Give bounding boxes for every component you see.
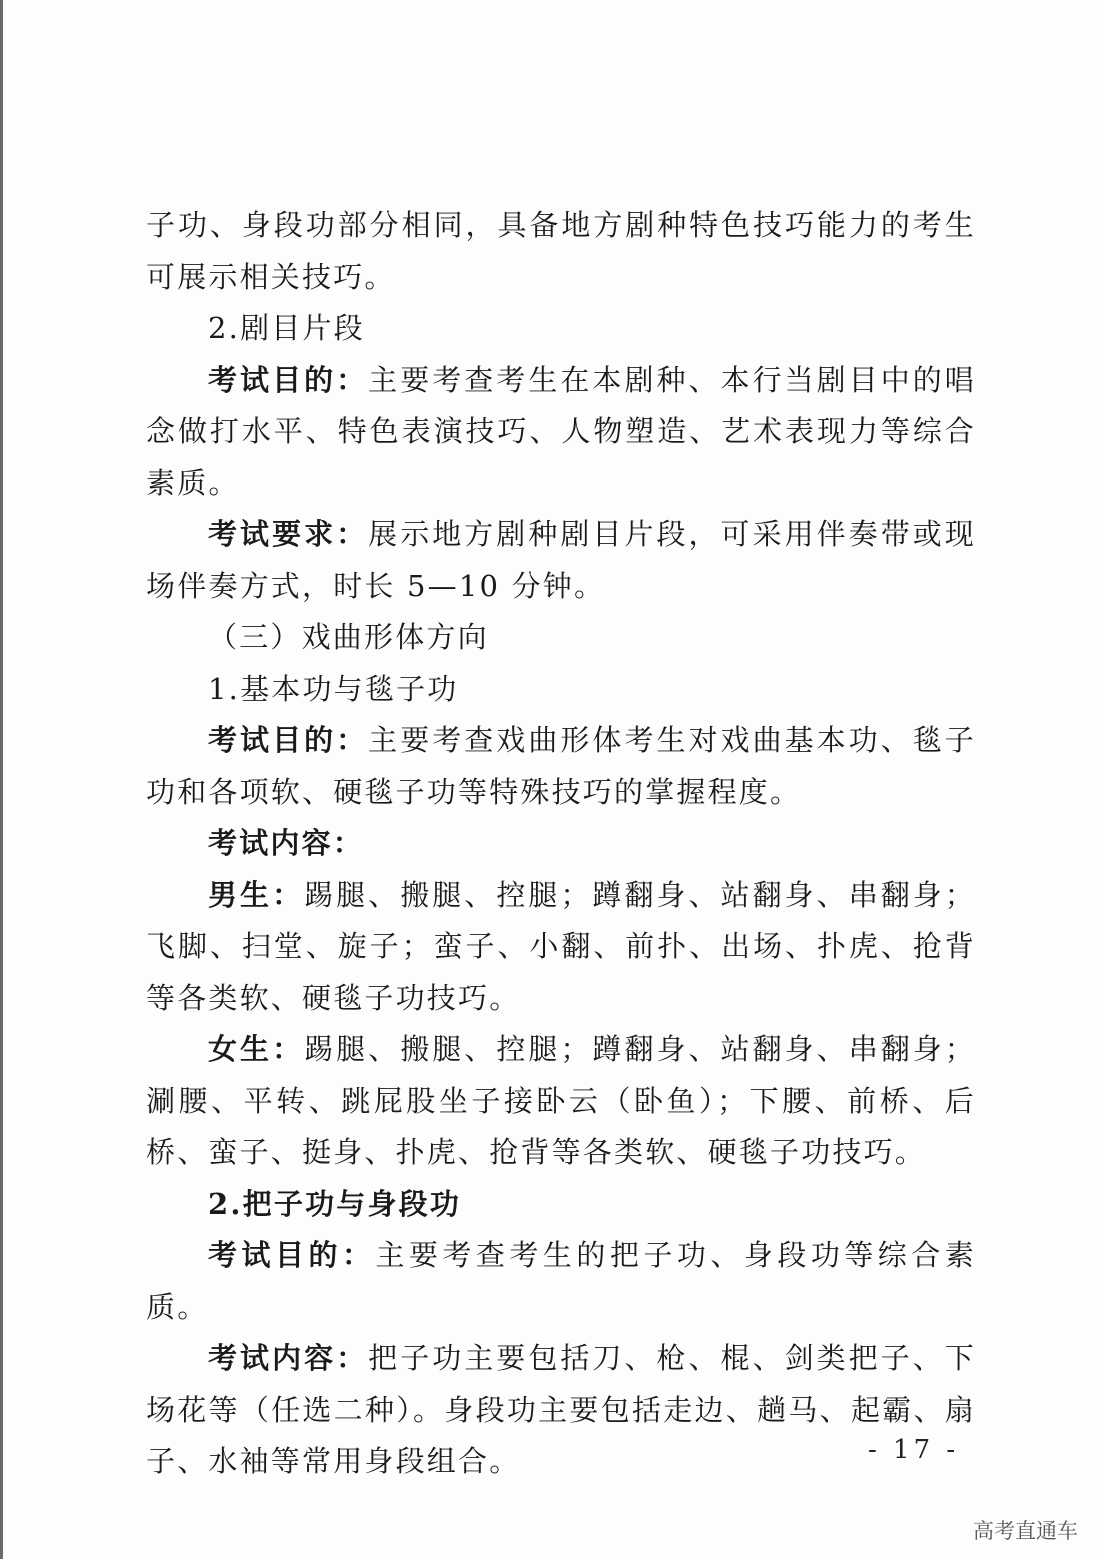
watermark: 高考直通车 [973,1519,1078,1543]
heading-repertoire-excerpt [146,303,976,355]
heading-weapon-skills [146,1179,976,1231]
paragraph-exam-content [146,1333,976,1488]
paragraph-text: 主要考查考生的把子功、身段功等综合素质。 [146,1238,976,1324]
scan-edge [0,0,3,1559]
paragraph-text: 主要考查戏曲形体考生对戏曲基本功、毯子功和各项软、硬毯子功等特殊技巧的掌握程度。 [146,723,976,809]
paragraph-label: 考试内容： [208,1341,369,1375]
paragraph-label: 考试目的： [208,362,369,397]
paragraph-text: 踢腿、搬腿、控腿；蹲翻身、站翻身、串翻身；飞脚、扫堂、旋子；蛮子、小翻、前扑、出场、扑虎、抢背等各类软、硬毯子功技巧。 [146,877,976,1015]
paragraph-text: 把子功主要包括刀、枪、棍、剑类把子、下场花等（任选二种）。身段功主要包括走边、趟马、起霸、扇子、水袖等常用身段组合。 [146,1341,976,1478]
paragraph-label: 考试内容： [208,826,365,860]
paragraph-label: 考试目的： [208,723,369,757]
heading-basic-skills [146,664,976,716]
paragraph-label: 女生： [208,1032,305,1066]
paragraph-label: 考试目的： [208,1238,376,1272]
paragraph-exam-goal [146,355,976,510]
paragraph-exam-content [146,818,976,870]
paragraph-exam-goal [146,1230,976,1333]
paragraph-label: 男生： [208,877,305,912]
paragraph-text: 子功、身段功部分相同，具备地方剧种特色技巧能力的考生可展示相关技巧。 [146,208,976,294]
paragraph-exam-goal [146,715,976,818]
paragraph-exam-requirement [146,509,976,612]
document-body [146,200,976,1488]
page-number: - 17 - [868,1435,960,1465]
paragraph-label: 考试要求： [208,517,369,551]
heading-text: （三）戏曲形体方向 [208,620,489,654]
paragraph-text: 展示地方剧种剧目片段，可采用伴奏带或现场伴奏方式，时长 5—10 分钟。 [146,517,976,603]
heading-section-three [146,612,976,664]
heading-text: 2.剧目片段 [208,311,365,345]
paragraph-text: 踢腿、搬腿、控腿；蹲翻身、站翻身、串翻身；涮腰、平转、跳屁股坐子接卧云（卧鱼）；下腰、前桥、后桥、蛮子、挺身、扑虎、抢背等各类软、硬毯子功技巧。 [146,1032,976,1169]
paragraph-text: 主要考查考生在本剧种、本行当剧目中的唱念做打水平、特色表演技巧、人物塑造、艺术表现力等综合素质。 [146,362,976,500]
heading-text: 2.把子功与身段功 [208,1186,462,1221]
heading-text: 1.基本功与毯子功 [208,671,459,706]
paragraph-continuation [146,200,976,303]
paragraph-female [146,1024,976,1179]
paragraph-male [146,870,976,1025]
